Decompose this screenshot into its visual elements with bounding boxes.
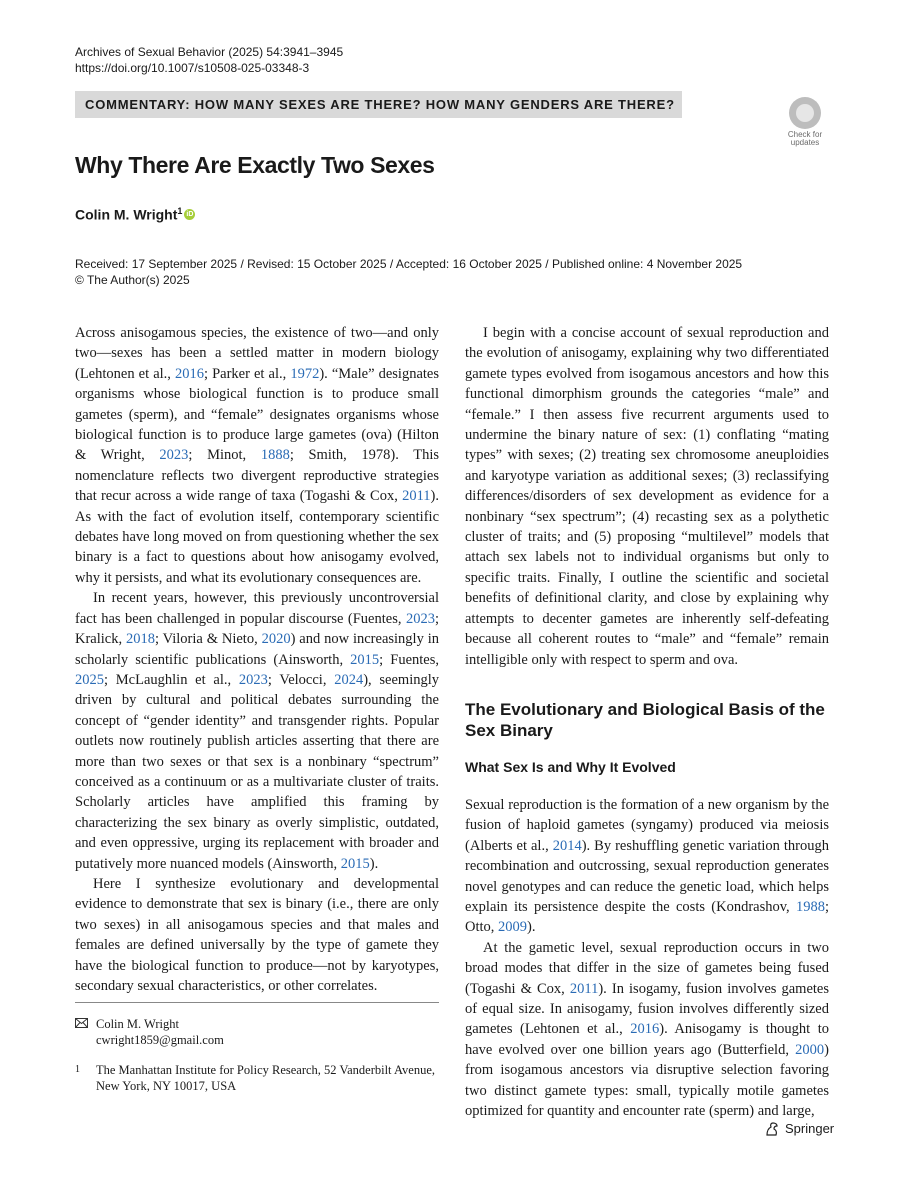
article-title: Why There Are Exactly Two Sexes bbox=[75, 152, 435, 178]
publisher-name: Springer bbox=[785, 1121, 835, 1136]
orcid-icon[interactable]: iD bbox=[186, 210, 194, 218]
doi-link[interactable]: https://doi.org/10.1007/s10508-025-03348-3 bbox=[75, 61, 310, 75]
history-dates: Received: 17 September 2025 / Revised: 15 October 2025 / Accepted: 16 October 2025 / Published online: 4 November 2025 bbox=[75, 257, 743, 271]
citation-link[interactable]: 2020 bbox=[261, 631, 291, 648]
check-updates-label: Check for updates bbox=[787, 130, 823, 147]
citation-link[interactable]: 2011 bbox=[402, 488, 431, 505]
subsection-heading: What Sex Is and Why It Evolved bbox=[465, 758, 676, 775]
paragraph: Sexual reproduction is the formation of a new organism by the fusion of haploid gametes (syngamy) produced via meiosis (Alberts et al., 2014). By reshuffling genetic variation through recombination and outcrossing, sexual reproduction generates novel genotypes and can reduce the genetic load, which helps explain its persistence despite the costs (Kondrashov, 1988; Otto, 2009). bbox=[465, 796, 829, 936]
citation-link[interactable]: 1888 bbox=[260, 447, 290, 464]
journal-citation: Archives of Sexual Behavior (2025) 54:3941–3945 bbox=[75, 45, 344, 59]
citation-link[interactable]: 2016 bbox=[630, 1021, 660, 1038]
footnote-divider bbox=[75, 1002, 439, 1003]
citation-link[interactable]: 2023 bbox=[159, 447, 189, 464]
citation-link[interactable]: 2009 bbox=[498, 919, 528, 936]
citation-link[interactable]: 2025 bbox=[75, 671, 104, 688]
section-heading: The Evolutionary and Biological Basis of the Sex Binary bbox=[465, 699, 825, 740]
citation-link[interactable]: 1988 bbox=[795, 898, 825, 915]
check-updates-icon bbox=[789, 97, 821, 129]
corresponding-author-note bbox=[75, 1016, 439, 1048]
citation-link[interactable]: 2015 bbox=[350, 651, 380, 668]
affiliation-mark: 1 bbox=[75, 1064, 80, 1075]
citation-link[interactable]: 1972 bbox=[290, 365, 320, 382]
author-line bbox=[75, 206, 195, 223]
corresponding-author-name: Colin M. Wright bbox=[96, 1017, 179, 1031]
author-name[interactable]: Colin M. Wright bbox=[75, 206, 178, 223]
springer-horse-icon bbox=[764, 1122, 780, 1136]
commentary-banner: COMMENTARY: HOW MANY SEXES ARE THERE? HOW MANY GENDERS ARE THERE? bbox=[75, 91, 682, 118]
citation-link[interactable]: 2024 bbox=[334, 671, 364, 688]
paragraph: I begin with a concise account of sexual reproduction and the evolution of anisogamy, explaining why two differentiated gamete types evolved from isogamous ancestors and how this functional dimorphism grounds the categories “male” and “female.” I then assess five recurrent arguments used to undermine the binary nature of sex: (1) conflating “mating types” with sexes; (2) treating sex chromosome aneuploidies and karyotype variation as additional sexes; (3) reclassifying differences/disorders of sex development as evidence for a nonbinary “sex spectrum”; (4) recasting sex as a polythetic cluster of traits; and (5) proposing “multilevel” models that attach sex labels not to individual organisms but only to specific traits. Finally, I outline the scientific and societal benefits of definitional clarity, and close by explaining why attempts to decenter gametes are inherently self-defeating because all coherent routes to “male” and “female” remain intelligible only with respect to sperm and ova. bbox=[465, 325, 829, 668]
affiliation-text: The Manhattan Institute for Policy Research, 52 Vanderbilt Avenue, New York, NY 10017, USA bbox=[96, 1063, 436, 1093]
citation-link[interactable]: 2018 bbox=[125, 631, 155, 648]
right-column bbox=[465, 323, 829, 1121]
email-link[interactable]: cwright1859@gmail.com bbox=[96, 1033, 224, 1047]
paragraph: In recent years, however, this previously uncontroversial fact has been challenged in popular discourse (Fuentes, 2023; Kralick, 2018; Viloria & Nieto, 2020) and now increasingly in scholarly scientific publications (Ainsworth, 2015; Fuentes, 2025; McLaughlin et al., 2023; Velocci, 2024), seemingly driven by cultural and political debates surrounding the concept of “gender identity” and transgender rights. Popular outlets now routinely publish articles asserting that there are more than two sexes or that sex is a nonbinary “spectrum” conceived as a continuum or as a multivariate cluster of traits. Scholarly articles have amplified this framing by characterizing the sex binary as overly simplistic, outdated, and even oppressive, urging its replacement with broader and putatively more nuanced models (Ainsworth, 2015). bbox=[75, 590, 439, 872]
citation-link[interactable]: 2023 bbox=[405, 610, 435, 627]
publisher-logo bbox=[764, 1121, 834, 1136]
citation-link[interactable]: 2023 bbox=[238, 671, 268, 688]
citation-link[interactable]: 2011 bbox=[569, 980, 599, 997]
footnotes bbox=[75, 1016, 439, 1094]
paragraph: At the gametic level, sexual reproduction occurs in two broad modes that differ in the size of gametes being fused (Togashi & Cox, 2011). In isogamy, fusion involves gametes of equal size. In anisogamy, fusion involves differently sized gametes (Lehtonen et al., 2016). Anisogamy is thought to have evolved over one billion years ago (Butterfield, 2000) from isogamous ancestors via disruptive selection favoring two distinct gamete types: small, typically motile gametes optimized for quantity and encounter rate (sperm) and large, bbox=[465, 939, 829, 1119]
publication-dates bbox=[75, 256, 742, 288]
copyright: © The Author(s) 2025 bbox=[75, 273, 190, 287]
citation-link[interactable]: 2015 bbox=[340, 855, 370, 872]
paragraph: Here I synthesize evolutionary and developmental evidence to demonstrate that sex is binary (i.e., there are only two sexes) in all anisogamous species and that males and females are defined universally by the type of gamete they have the biological function to produce—not by karyotypes, secondary sexual characteristics, or other correlates. bbox=[75, 875, 439, 994]
citation-link[interactable]: 2014 bbox=[552, 837, 582, 854]
check-for-updates-button[interactable] bbox=[783, 97, 827, 147]
affiliation-note bbox=[75, 1062, 439, 1094]
author-affiliation-mark: 1 bbox=[177, 206, 183, 216]
journal-header bbox=[75, 44, 343, 76]
citation-link[interactable]: 2016 bbox=[174, 365, 204, 382]
left-column bbox=[75, 323, 439, 996]
citation-link[interactable]: 2000 bbox=[795, 1041, 825, 1058]
envelope-icon bbox=[75, 1016, 96, 1048]
paragraph: Across anisogamous species, the existence of two—and only two—sexes has been a settled matter in modern biology (Lehtonen et al., 2016; Parker et al., 1972). “Male” designates organisms whose biological function is to produce small gametes (sperm), and “female” designates organisms whose biological function is to produce large gametes (ova) (Hilton & Wright, 2023; Minot, 1888; Smith, 1978). This nomenclature reflects two divergent reproductive strategies that recur across a wide range of taxa (Togashi & Cox, 2011). As with the fact of evolution itself, contemporary scientific debates have long moved on from questioning whether the sex binary is a fact to questions about how anisogamy evolved, why it persists, and what its evolutionary consequences are. bbox=[75, 325, 440, 586]
